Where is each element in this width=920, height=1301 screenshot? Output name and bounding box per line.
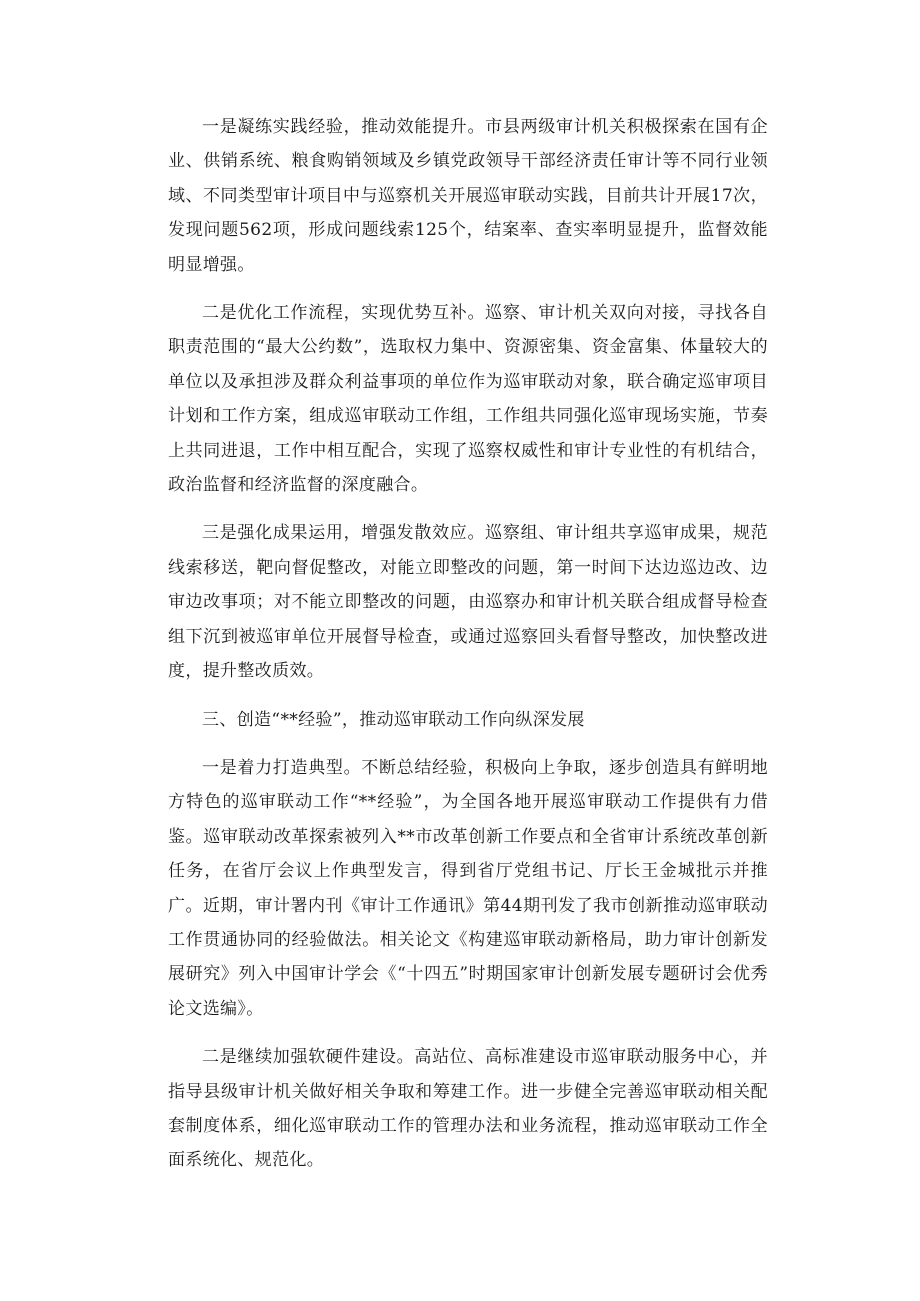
paragraph-refine-experience: 一是凝练实践经验，推动效能提升。市县两级审计机关积极探索在国有企业、供销系统、粮食购销领域及乡镇党政领导干部经济责任审计等不同行业领域、不同类型审计项目中与巡察机关开展巡审联动实践，目前共计开展17次，发现问题562项，形成问题线索125个，结案率、查实率明显提升，监督效能明显增强。: [168, 117, 768, 275]
paragraph-build-model: 一是着力打造典型。不断总结经验，积极向上争取，逐步创造具有鲜明地方特色的巡审联动工作“**经验”，为全国各地开展巡审联动工作提供有力借鉴。巡审联动改革探索被列入**市改革创新工作要点和全省审计系统改革创新任务，在省厅会议上作典型发言，得到省厅党组书记、厅长王金城批示并推广。近期，审计署内刊《审计工作通讯》第44期刊发了我市创新推动巡审联动工作贯通协同的经验做法。相关论文《构建巡审联动新格局，助力审计创新发展研究》列入中国审计学会《“十四五”时期国家审计创新发展专题研讨会优秀论文选编》。: [168, 757, 768, 1019]
paragraph-optimize-workflow: 二是优化工作流程，实现优势互补。巡察、审计机关双向对接，寻找各自职责范围的“最大公约数”，选取权力集中、资源密集、资金富集、体量较大的单位以及承担涉及群众利益事项的单位作为巡审联动对象，联合确定巡审项目计划和工作方案，组成巡审联动工作组，工作组共同强化巡审现场实施，节奏上共同进退，工作中相互配合，实现了巡察权威性和审计专业性的有机结合，政治监督和经济监督的深度融合。: [168, 303, 768, 496]
section-heading: 三、创造“**经验”，推动巡审联动工作向纵深发展: [202, 709, 585, 730]
paragraph-apply-results: 三是强化成果运用，增强发散效应。巡察组、审计组共享巡审成果，规范线索移送，靶向督促整改，对能立即整改的问题，第一时间下达边巡边改、边审边改事项；对不能立即整改的问题，由巡察办和审计机关联合组成督导检查组下沉到被巡审单位开展督导检查，或通过巡察回头看督导整改，加快整改进度，提升整改质效。: [168, 523, 768, 682]
paragraph-infrastructure: 二是继续加强软硬件建设。高站位、高标准建设市巡审联动服务中心，并指导县级审计机关做好相关争取和筹建工作。进一步健全完善巡审联动相关配套制度体系，细化巡审联动工作的管理办法和业务流程，推动巡审联动工作全面系统化、规范化。: [168, 1047, 768, 1171]
